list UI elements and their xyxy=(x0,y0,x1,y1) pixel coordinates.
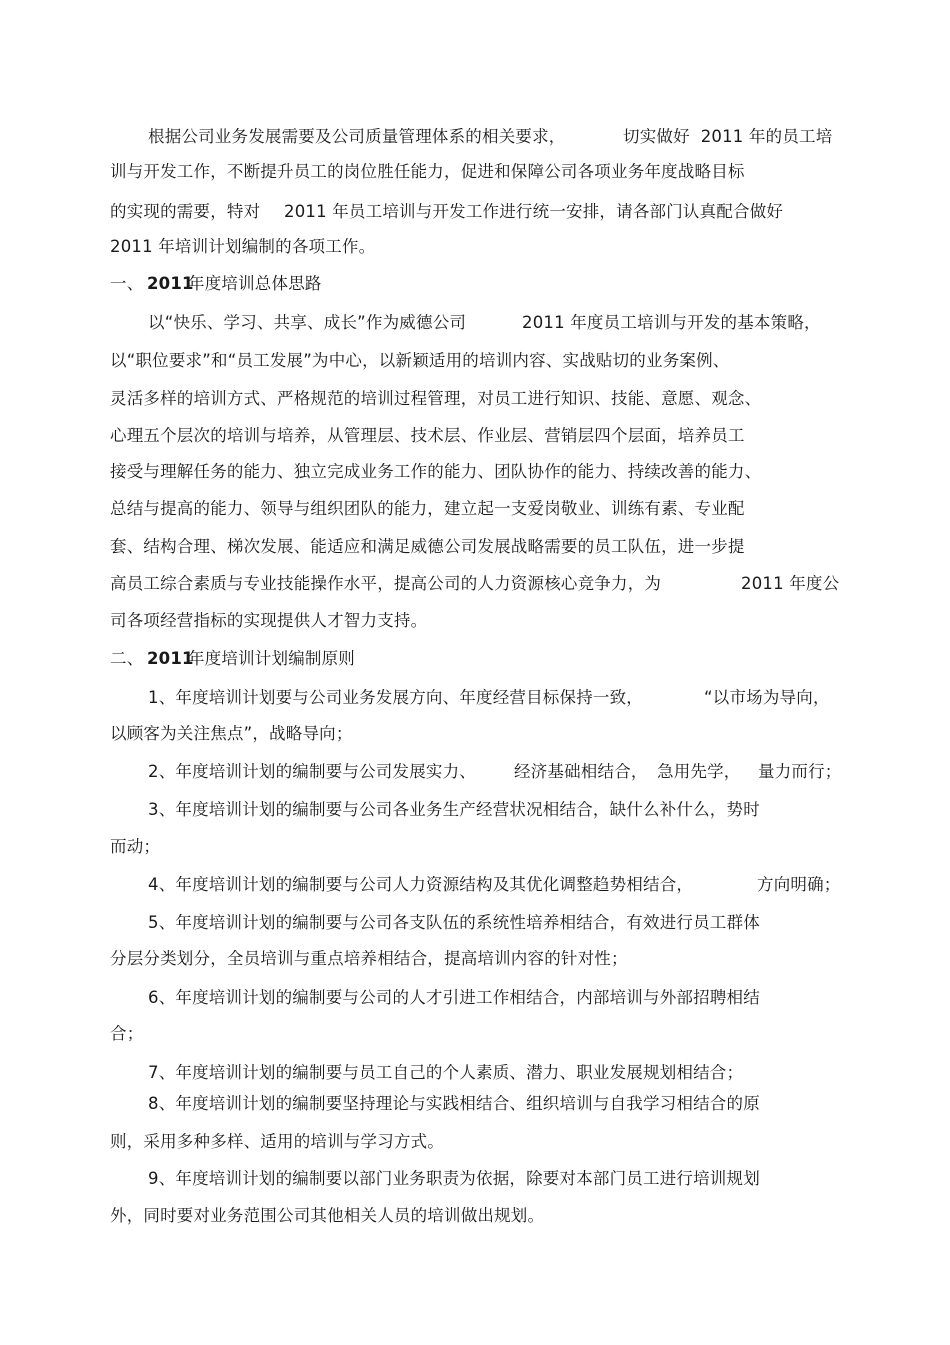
section-2-number: 二、 xyxy=(110,649,144,668)
principle-1-line-2: 以顾客为关注焦点”，战略导向； xyxy=(110,724,353,743)
section-1-line-2: 以“职位要求”和“员工发展”为中心，以新颖适用的培训内容、实战贴切的业务案例、 xyxy=(110,351,730,370)
principle-5-line-1: 5、年度培训计划的编制要与公司各支队伍的系统性培养相结合，有效进行员工群体 xyxy=(148,913,760,932)
principle-4-line-1-tail: 方向明确； xyxy=(757,875,841,894)
principle-2-part-3: 急用先学， xyxy=(657,762,741,781)
intro-line-3-tail: 2011 年员工培训与开发工作进行统一安排，请各部门认真配合做好 xyxy=(284,202,784,221)
section-1-line-4: 心理五个层次的培训与培养，从管理层、技术层、作业层、营销层四个层面，培养员工 xyxy=(110,426,745,445)
intro-line-1: 根据公司业务发展需要及公司质量管理体系的相关要求， xyxy=(148,127,566,146)
principle-7-line-1: 7、年度培训计划的编制要与员工自己的个人素质、潜力、职业发展规划相结合； xyxy=(148,1063,744,1082)
principle-5-line-2: 分层分类划分，全员培训与重点培养相结合，提高培训内容的针对性； xyxy=(110,949,628,968)
principle-1-line-1: 1、年度培训计划要与公司业务发展方向、年度经营目标保持一致， xyxy=(148,688,643,707)
section-2-title: 年度培训计划编制原则 xyxy=(188,649,355,668)
section-1-line-3: 灵活多样的培训方式、严格规范的培训过程管理，对员工进行知识、技能、意愿、观念、 xyxy=(110,389,762,408)
principle-3-line-1: 3、年度培训计划的编制要与公司各业务生产经营状况相结合，缺什么补什么，势时 xyxy=(148,800,760,819)
intro-line-1-tail: 切实做好 2011 年的员工培 xyxy=(623,127,833,146)
principle-2-part-2: 经济基础相结合， xyxy=(514,762,648,781)
section-1-title: 年度培训总体思路 xyxy=(188,274,322,293)
section-1-year: 2011 xyxy=(147,274,194,293)
intro-line-4: 2011 年培训计划编制的各项工作。 xyxy=(110,237,376,256)
principle-8-line-1: 8、年度培训计划的编制要坚持理论与实践相结合、组织培训与自我学习相结合的原 xyxy=(148,1094,760,1113)
principle-3-line-2: 而动； xyxy=(110,837,161,856)
principle-2-line-1: 2、年度培训计划的编制要与公司发展实力、 xyxy=(148,762,476,781)
section-1-line-7: 套、结构合理、梯次发展、能适应和满足威德公司发展战略需要的员工队伍，进一步提 xyxy=(110,537,745,556)
principle-4-line-1: 4、年度培训计划的编制要与公司人力资源结构及其优化调整趋势相结合， xyxy=(148,875,694,894)
principle-9-line-1: 9、年度培训计划的编制要以部门业务职责为依据，除要对本部门员工进行培训规划 xyxy=(148,1169,760,1188)
section-1-line-8: 高员工综合素质与专业技能操作水平，提高公司的人力资源核心竞争力，为 xyxy=(110,574,662,593)
principle-2-part-4: 量力而行； xyxy=(758,762,842,781)
section-2-year: 2011 xyxy=(147,649,194,668)
section-1-line-1: 以“快乐、学习、共享、成长”作为威德公司 xyxy=(148,313,467,332)
principle-6-line-2: 合； xyxy=(110,1024,144,1043)
principle-8-line-2: 则，采用多种多样、适用的培训与学习方式。 xyxy=(110,1132,444,1151)
principle-1-line-1-tail: “以市场为导向， xyxy=(704,688,830,707)
section-1-line-1-tail: 2011 年度员工培训与开发的基本策略， xyxy=(522,313,821,332)
section-1-number: 一、 xyxy=(110,274,144,293)
intro-line-3: 的实现的需要，特对 xyxy=(110,202,261,221)
section-1-line-6: 总结与提高的能力、领导与组织团队的能力，建立起一支爱岗敬业、训练有素、专业配 xyxy=(110,499,745,518)
intro-line-2: 训与开发工作，不断提升员工的岗位胜任能力，促进和保障公司各项业务年度战略目标 xyxy=(110,162,745,181)
section-1-line-8-tail: 2011 年度公 xyxy=(741,574,840,593)
principle-6-line-1: 6、年度培训计划的编制要与公司的人才引进工作相结合，内部培训与外部招聘相结 xyxy=(148,988,760,1007)
principle-9-line-2: 外，同时要对业务范围公司其他相关人员的培训做出规划。 xyxy=(110,1206,545,1225)
section-1-line-9: 司各项经营指标的实现提供人才智力支持。 xyxy=(110,611,428,630)
section-1-line-5: 接受与理解任务的能力、独立完成业务工作的能力、团队协作的能力、持续改善的能力、 xyxy=(110,462,762,481)
